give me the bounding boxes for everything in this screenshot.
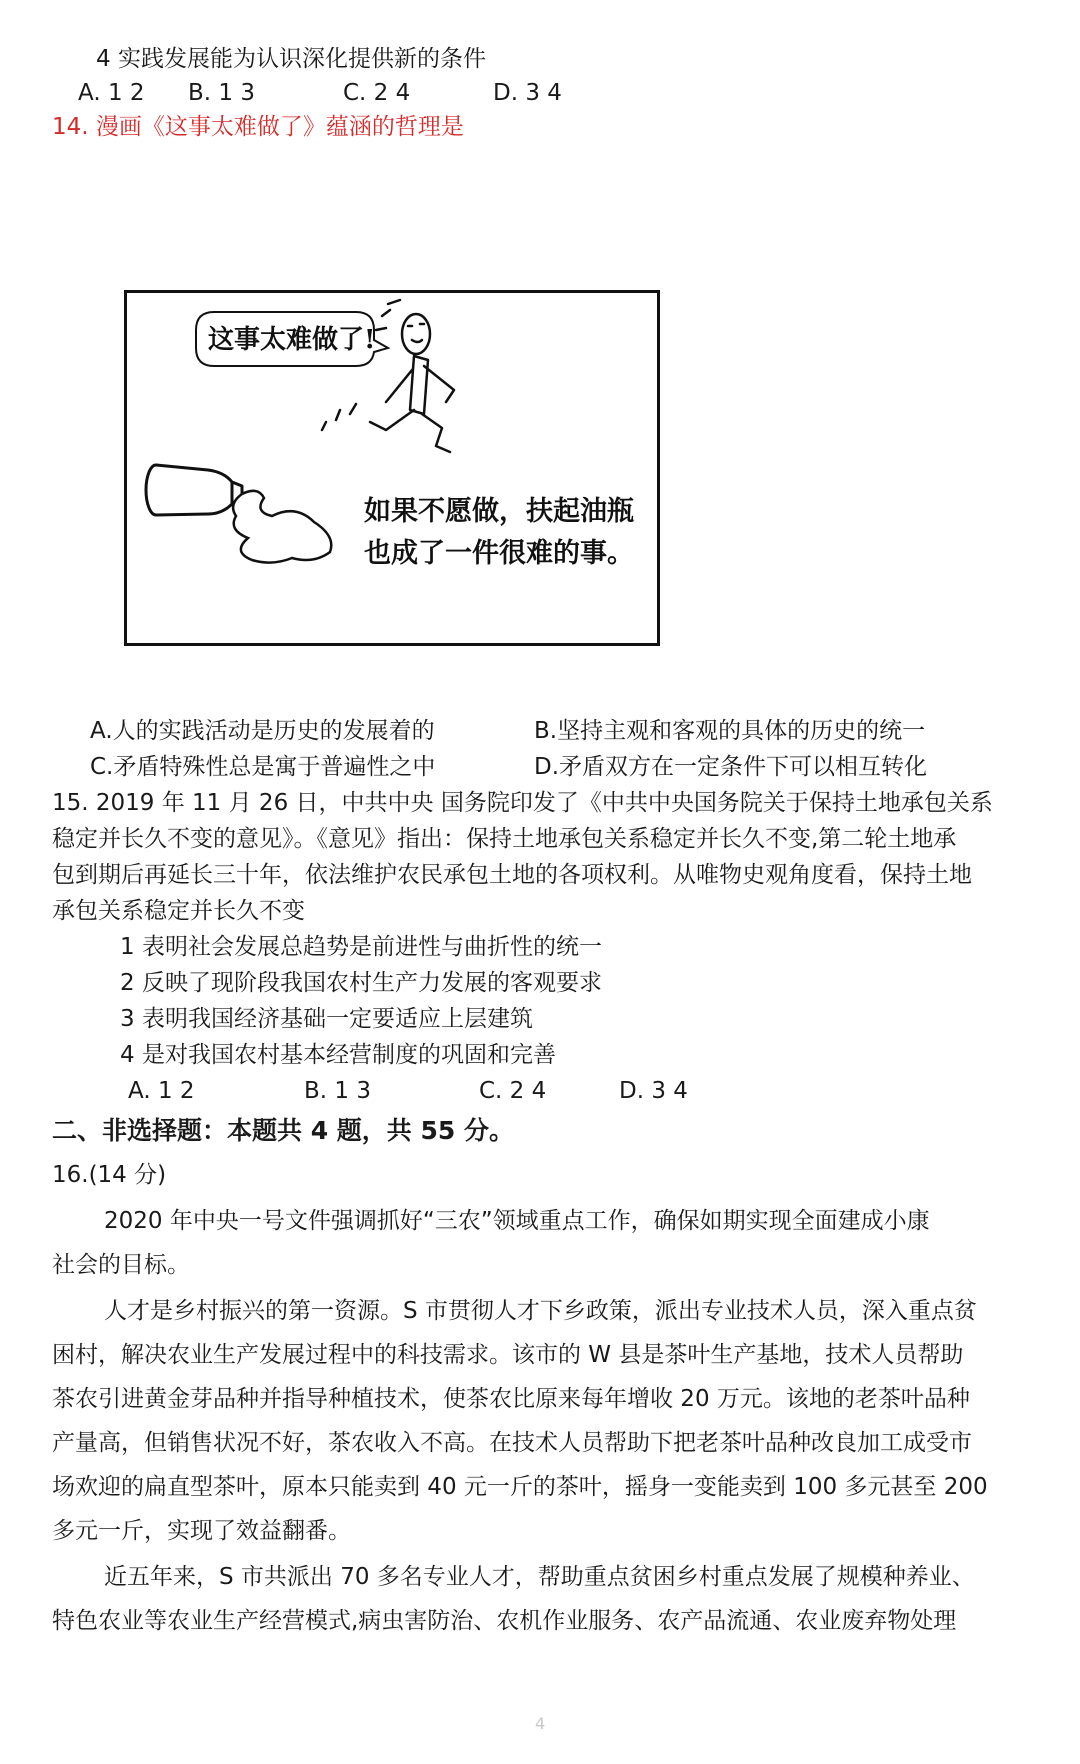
cartoon-caption-line2: 也成了一件很难的事。 <box>364 538 634 569</box>
q15-item-1: 1 表明社会发展总趋势是前进性与曲折性的统一 <box>120 934 602 960</box>
q13-option-b: B. 1 3 <box>188 80 255 106</box>
q16-line-1: 2020 年中央一号文件强调抓好“三农”领域重点工作，确保如期实现全面建成小康 <box>104 1208 930 1234</box>
q15-option-d: D. 3 4 <box>619 1078 688 1104</box>
q13-option-a: A. 1 2 <box>78 80 145 106</box>
q14-option-c: C.矛盾特殊性总是寓于普遍性之中 <box>90 754 436 780</box>
q14-stem: 14. 漫画《这事太难做了》蕴涵的哲理是 <box>52 114 464 140</box>
q16-head: 16.(14 分) <box>52 1162 167 1188</box>
q15-line-3: 包到期后再延长三十年，依法维护农民承包土地的各项权利。从唯物史观角度看，保持土地 <box>52 862 972 888</box>
q13-options <box>78 78 562 108</box>
q13-option-c: C. 2 4 <box>343 80 411 106</box>
cartoon-bubble-text: 这事太难做了! <box>208 325 376 355</box>
q16-line-8: 多元一斤，实现了效益翻番。 <box>52 1518 351 1544</box>
q15-line-4: 承包关系稳定并长久不变 <box>52 898 305 924</box>
q15-option-a: A. 1 2 <box>128 1078 195 1104</box>
cartoon-image <box>124 290 660 646</box>
q13-option-d: D. 3 4 <box>493 80 562 106</box>
q13-item-4: 4 实践发展能为认识深化提供新的条件 <box>96 46 486 72</box>
q15-line-2: 稳定并长久不变的意见》。《意见》指出：保持土地承包关系稳定并长久不变,第二轮土地承 <box>52 826 957 852</box>
q16-line-10: 特色农业等农业生产经营模式,病虫害防治、农机作业服务、农产品流通、农业废弃物处理 <box>52 1608 957 1634</box>
q16-line-4: 困村，解决农业生产发展过程中的科技需求。该市的 W 县是茶叶生产基地，技术人员帮助 <box>52 1342 964 1368</box>
q16-line-7: 场欢迎的扁直型茶叶，原本只能卖到 40 元一斤的茶叶，摇身一变能卖到 100 多元甚至 200 <box>52 1474 988 1500</box>
section-2-heading: 二、非选择题：本题共 4 题，共 55 分。 <box>52 1116 515 1145</box>
q16-line-2: 社会的目标。 <box>52 1252 190 1278</box>
q14-option-d: D.矛盾双方在一定条件下可以相互转化 <box>534 754 928 780</box>
q14-option-b: B.坚持主观和客观的具体的历史的统一 <box>534 718 926 744</box>
q15-option-b: B. 1 3 <box>304 1078 371 1104</box>
q16-line-5: 茶农引进黄金芽品种并指导种植技术，使茶农比原来每年增收 20 万元。该地的老茶叶品种 <box>52 1386 970 1412</box>
q15-line-1: 15. 2019 年 11 月 26 日，中共中央 国务院印发了《中共中央国务院关于保持土地承包关系 <box>52 790 993 816</box>
q14-option-a: A.人的实践活动是历史的发展着的 <box>90 718 435 744</box>
page-number: 4 <box>535 1714 546 1733</box>
q15-item-4: 4 是对我国农村基本经营制度的巩固和完善 <box>120 1042 556 1068</box>
cartoon-caption-line1: 如果不愿做，扶起油瓶 <box>364 496 634 527</box>
q15-item-2: 2 反映了现阶段我国农村生产力发展的客观要求 <box>120 970 602 996</box>
q15-item-3: 3 表明我国经济基础一定要适应上层建筑 <box>120 1006 533 1032</box>
q15-option-c: C. 2 4 <box>479 1078 547 1104</box>
q16-line-6: 产量高，但销售状况不好，茶农收入不高。在技术人员帮助下把老茶叶品种改良加工成受市 <box>52 1430 972 1456</box>
q15-options <box>128 1076 688 1106</box>
q16-line-9: 近五年来，S 市共派出 70 多名专业人才，帮助重点贫困乡村重点发展了规模种养业、 <box>104 1564 975 1590</box>
q16-line-3: 人才是乡村振兴的第一资源。S 市贯彻人才下乡政策，派出专业技术人员，深入重点贫 <box>104 1298 977 1324</box>
